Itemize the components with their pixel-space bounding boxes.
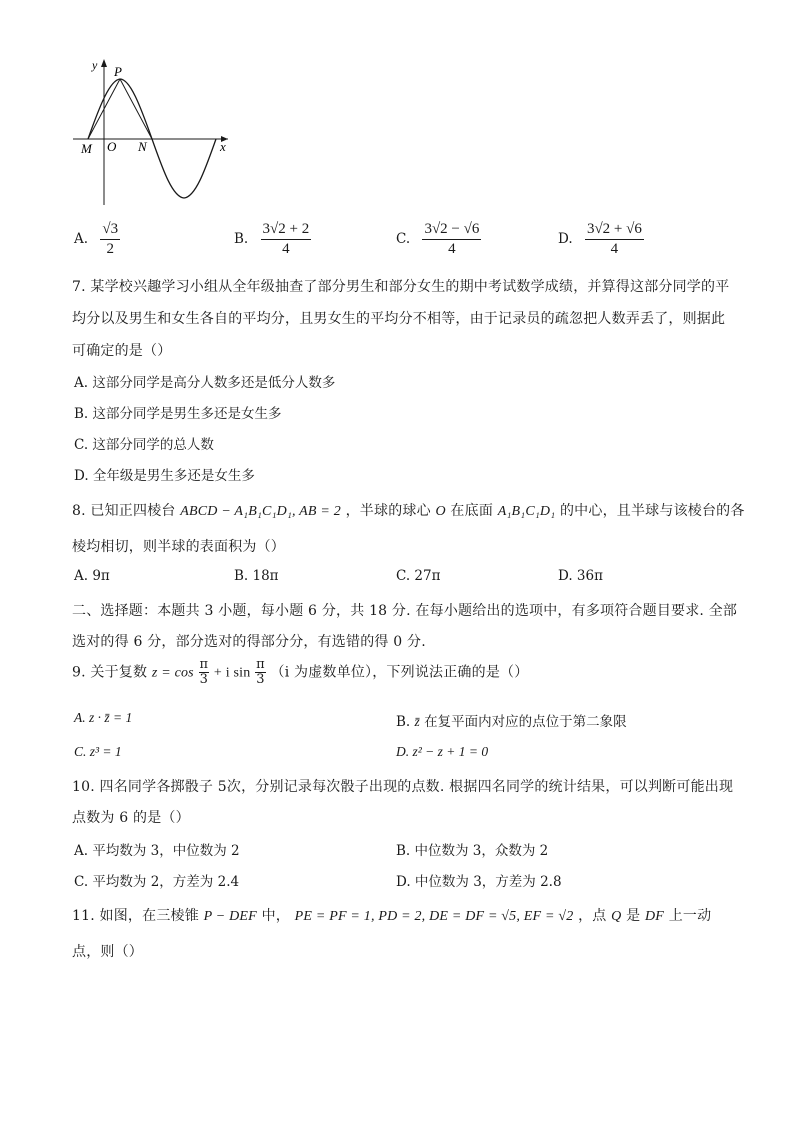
q10-option-c[interactable]: C. 平均数为 2，方差为 2.4 xyxy=(74,874,240,890)
y-axis-arrow xyxy=(101,59,107,67)
label-y: y xyxy=(92,58,98,72)
q8-text: 在底面 xyxy=(450,503,494,519)
q10-stem-line1: 10. 四名同学各掷骰子 5次，分别记录每次骰子出现的点数. 根据四名同学的统计结果，可以判断可能出现 xyxy=(72,779,734,795)
q9-option-b[interactable] xyxy=(396,710,627,730)
q6-option-d[interactable] xyxy=(558,221,644,258)
segment-PN xyxy=(120,79,152,139)
fraction-numerator: 3√2 + √6 xyxy=(585,221,644,240)
q11-text: 上一动 xyxy=(668,908,712,924)
q8-option-a[interactable]: A. 9π xyxy=(74,568,110,584)
option-letter: C. xyxy=(396,231,411,247)
q8-option-d[interactable]: D. 36π xyxy=(558,568,603,584)
q6-option-a[interactable] xyxy=(74,221,120,258)
fraction xyxy=(261,221,312,258)
fraction-denominator: 4 xyxy=(282,241,290,257)
q7-option-b[interactable]: B. 这部分同学是男生多还是女生多 xyxy=(74,406,282,422)
fraction xyxy=(422,221,481,258)
q7-option-c[interactable]: C. 这部分同学的总人数 xyxy=(74,437,214,453)
fraction-numerator: 3√2 + 2 xyxy=(261,221,312,240)
option-letter: A. xyxy=(74,231,89,247)
q7-option-d[interactable]: D. 全年级是男生多还是女生多 xyxy=(74,468,255,484)
fraction-numerator: √3 xyxy=(100,221,120,240)
q10-option-d[interactable]: D. 中位数为 3，方差为 2.8 xyxy=(396,874,562,890)
q9-math: + i sin xyxy=(213,665,251,681)
q9-stem xyxy=(72,658,528,687)
q9-text: （i 为虚数单位），下列说法正确的是（） xyxy=(270,664,529,681)
option-text: 在复平面内对应的点位于第二象限 xyxy=(424,714,627,730)
q7-stem-line1: 7. 某学校兴趣学习小组从全年级抽查了部分男生和部分女生的期中考试数学成绩，并算得这部分同学的平 xyxy=(72,279,730,295)
q9-math: z = cos xyxy=(151,665,194,681)
q8-number: 8. 已知正四棱台 xyxy=(72,503,176,519)
q11-stem-line1 xyxy=(72,905,711,925)
q10-option-b[interactable]: B. 中位数为 3，众数为 2 xyxy=(396,843,549,859)
q9-option-d[interactable]: D. z² − z + 1 = 0 xyxy=(396,744,489,759)
q7-stem-line2: 均分以及男生和女生各自的平均分，且男女生的平均分不相等，由于记录员的疏忽把人数弄丢了，则据此 xyxy=(72,311,726,327)
q8-text: ，半球的球心 xyxy=(345,503,431,519)
q8-option-c[interactable]: C. 27π xyxy=(396,568,441,584)
fraction xyxy=(100,221,120,258)
q11-math: Q xyxy=(611,909,622,924)
q10-stem-line2: 点数为 6 的是（） xyxy=(72,810,190,826)
label-M: M xyxy=(81,141,92,156)
q11-math: P − DEF xyxy=(203,909,257,924)
option-letter: B. xyxy=(234,231,249,247)
sine-graph-figure xyxy=(70,55,245,215)
fraction-denominator: 4 xyxy=(448,241,456,257)
q8-math-frustum: ABCD − A₁B₁C₁D₁, AB = 2 xyxy=(180,504,341,519)
section-heading-line2: 选对的得 6 分，部分选对的得部分分，有选错的得 0 分. xyxy=(72,634,426,650)
q9-option-c[interactable]: C. z³ = 1 xyxy=(74,744,122,759)
q8-math-base: A₁B₁C₁D₁ xyxy=(497,504,556,519)
q7-option-a[interactable]: A. 这部分同学是高分人数多还是低分人数多 xyxy=(74,375,336,391)
q9-text: 9. 关于复数 xyxy=(72,664,148,681)
q8-stem-line1 xyxy=(72,500,745,520)
fraction-numerator: 3√2 − √6 xyxy=(422,221,481,240)
q8-option-b[interactable]: B. 18π xyxy=(234,568,279,584)
label-x: x xyxy=(220,139,226,154)
q9-option-a[interactable]: A. z · z̄ = 1 xyxy=(74,710,133,725)
q11-stem-line2: 点，则（） xyxy=(72,944,143,960)
q8-stem-line2: 棱均相切，则半球的表面积为（） xyxy=(72,539,285,555)
q11-text: 中， xyxy=(261,908,291,924)
q6-option-c[interactable] xyxy=(396,221,481,258)
fraction-denominator: 3 xyxy=(199,672,209,687)
option-letter: B. xyxy=(396,714,411,730)
q6-option-b[interactable] xyxy=(234,221,311,258)
q11-text: 11. 如图，在三棱锥 xyxy=(72,908,199,924)
fraction-denominator: 3 xyxy=(256,672,265,687)
q7-stem-line3: 可确定的是（） xyxy=(72,343,172,359)
fraction-denominator: 4 xyxy=(610,241,619,257)
q8-math-O: O xyxy=(435,504,446,519)
label-N: N xyxy=(138,139,147,154)
fraction xyxy=(585,221,644,258)
label-O: O xyxy=(107,139,117,154)
fraction-pi-over-3 xyxy=(199,658,210,687)
q11-math: PE = PF = 1, PD = 2, DE = DF = √5, EF = √2 xyxy=(294,909,574,924)
fraction-numerator: π xyxy=(256,657,265,672)
section-heading-line1: 二、选择题：本题共 3 小题，每小题 6 分，共 18 分. 在每小题给出的选项中，有多项符合题目要求. 全部 xyxy=(72,603,738,619)
fraction-numerator: π xyxy=(199,657,209,672)
q11-text: ，点 xyxy=(578,908,607,924)
q9-math: z̄ xyxy=(414,714,420,729)
q11-math: DF xyxy=(644,909,665,924)
q11-text: 是 xyxy=(626,908,641,924)
fraction-denominator: 2 xyxy=(106,241,114,257)
fraction-pi-over-3 xyxy=(255,658,266,687)
option-letter: D. xyxy=(558,231,573,247)
q10-option-a[interactable]: A. 平均数为 3，中位数为 2 xyxy=(74,843,240,859)
label-P: P xyxy=(114,64,122,79)
q8-text: 的中心，且半球与该棱台的各 xyxy=(559,503,745,519)
